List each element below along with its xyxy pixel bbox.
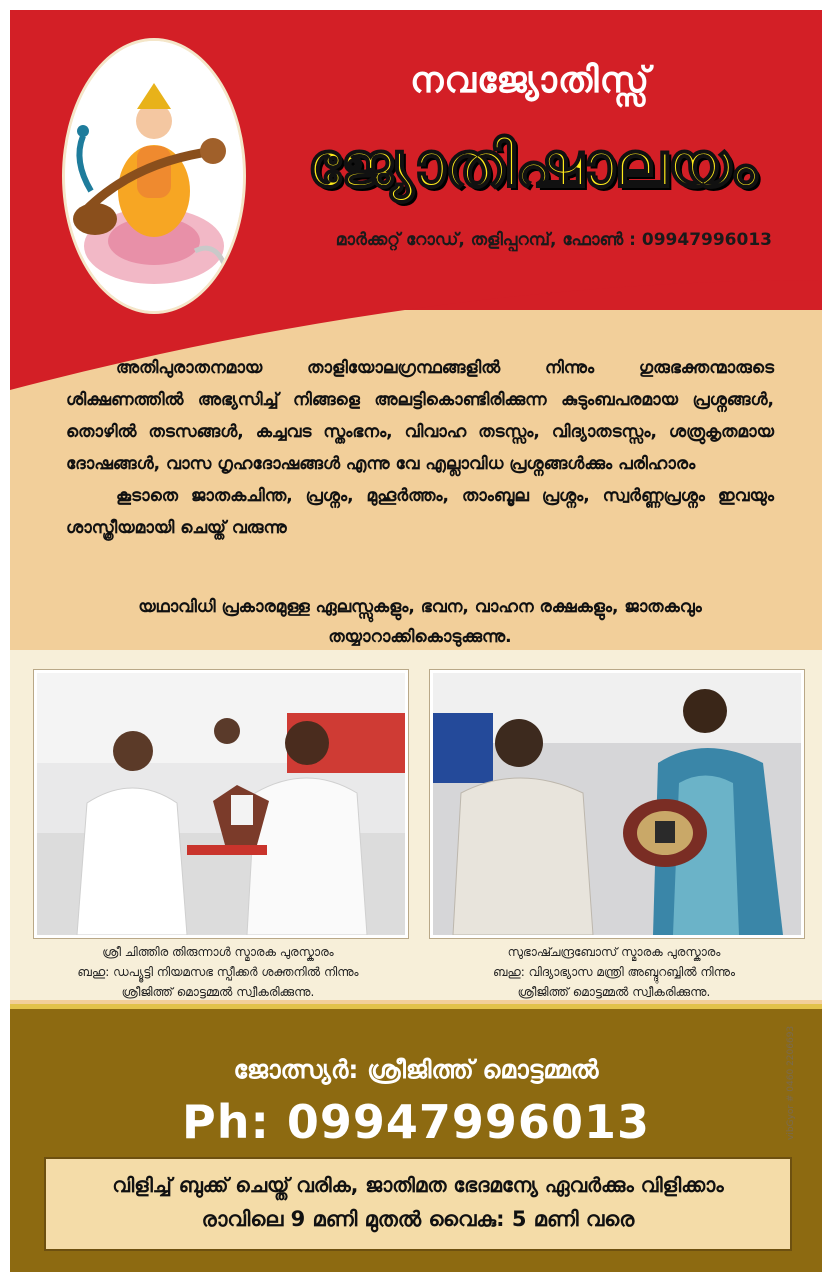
services-text: [66, 352, 774, 544]
astrologer-name: ജോത്സ്യർ: ശ്രീജിത്ത് മൊട്ടമ്മൽ: [233, 1055, 599, 1084]
address-line: മാർക്കറ്റ് റോഡ്, തളിപ്പറമ്പ്, ഫോൺ : 09947996013: [335, 230, 772, 250]
caption-line: ശ്രീ ചിത്തിര തിരുന്നാൾ സ്മാരക പുരസ്കാരം: [102, 945, 334, 959]
photo-caption: [424, 942, 804, 1002]
contact-footer: [10, 1004, 822, 1272]
services-paragraph: അതിപുരാതനമായ താളിയോലഗ്രന്ഥങ്ങളിൽ നിന്നും ഗുരുഭക്തന്മാരുടെ ശിക്ഷണത്തിൽ അഭ്യസിച്ച് നിങ്ങളെ അലട്ടികൊണ്ടിരിക്കുന്ന കുടുംബപരമായ പ്രശ്നങ്ങൾ, തൊഴിൽ തടസങ്ങൾ, കച്ചവട സ്തംഭനം, വിവാഹ തടസ്സം, വിദ്യാതടസ്സം, ശത്രുകൃതമായ ദോഷങ്ങൾ, വാസ ഗൃഹദോഷങ്ങൾ എന്നു വേ എല്ലാവിധ പ്രശ്നങ്ങൾക്കും പരിഹാരം: [66, 358, 774, 474]
flyer: [10, 10, 822, 1272]
caption-line: സുഭാഷ്ചന്ദ്രബോസ് സ്മാരക പുരസ്കാരം: [507, 945, 721, 959]
services-paragraph: കൂടാതെ ജാതകചിന്ത, പ്രശ്നം, മുഹൂർത്തം, താംബൂല പ്രശ്നം, സ്വർണ്ണപ്രശ്നം ഇവയും ശാസ്ത്രീയമായി ചെയ്ത് വരുന്നു: [66, 486, 774, 538]
booking-line: വിളിച്ച് ബുക്ക് ചെയ്ത് വരിക, ജാതിമത ഭേദമന്യേ ഏവർക്കും വിളിക്കാം: [112, 1173, 724, 1197]
photo-caption: [28, 942, 408, 1002]
award-photos: [10, 650, 822, 1000]
brand-title: ജ്യോതിഷാലയം: [307, 128, 757, 201]
brand-subtitle: നവജ്യോതിസ്സ്: [410, 60, 650, 101]
caption-line: ശ്രീജിത്ത് മൊട്ടമ്മൽ സ്വീകരിക്കുന്നു.: [517, 985, 711, 999]
phone-number: Ph: 09947996013: [182, 1095, 650, 1149]
caption-line: ശ്രീജിത്ത് മൊട്ടമ്മൽ സ്വീകരിക്കുന്നു.: [121, 985, 315, 999]
caption-line: ബഹു: ഡപ്യൂട്ടി നിയമസഭ സ്പീക്കർ ശക്തനിൽ നിന്നും: [77, 965, 359, 979]
award-photo: [34, 670, 408, 938]
caption-line: ബഹു: വിദ്യാഭ്യാസ മന്ത്രി അബ്ദുറബ്ബിൽ നിന്നും: [492, 965, 736, 979]
hours-line: രാവിലെ 9 മണി മുതൽ വൈകു: 5 മണി വരെ: [201, 1207, 635, 1231]
ad-code: vibGyor # 0460 2206693: [786, 1025, 796, 1140]
services-offer: യഥാവിധി പ്രകാരമുള്ള ഏലസ്സുകളും, ഭവന, വാഹന രക്ഷകളും, ജാതകവും തയ്യാറാക്കികൊടുക്കുന്നു.: [138, 597, 702, 647]
award-photo: [430, 670, 804, 938]
booking-box: [44, 1157, 792, 1251]
saraswati-logo: [62, 38, 246, 314]
